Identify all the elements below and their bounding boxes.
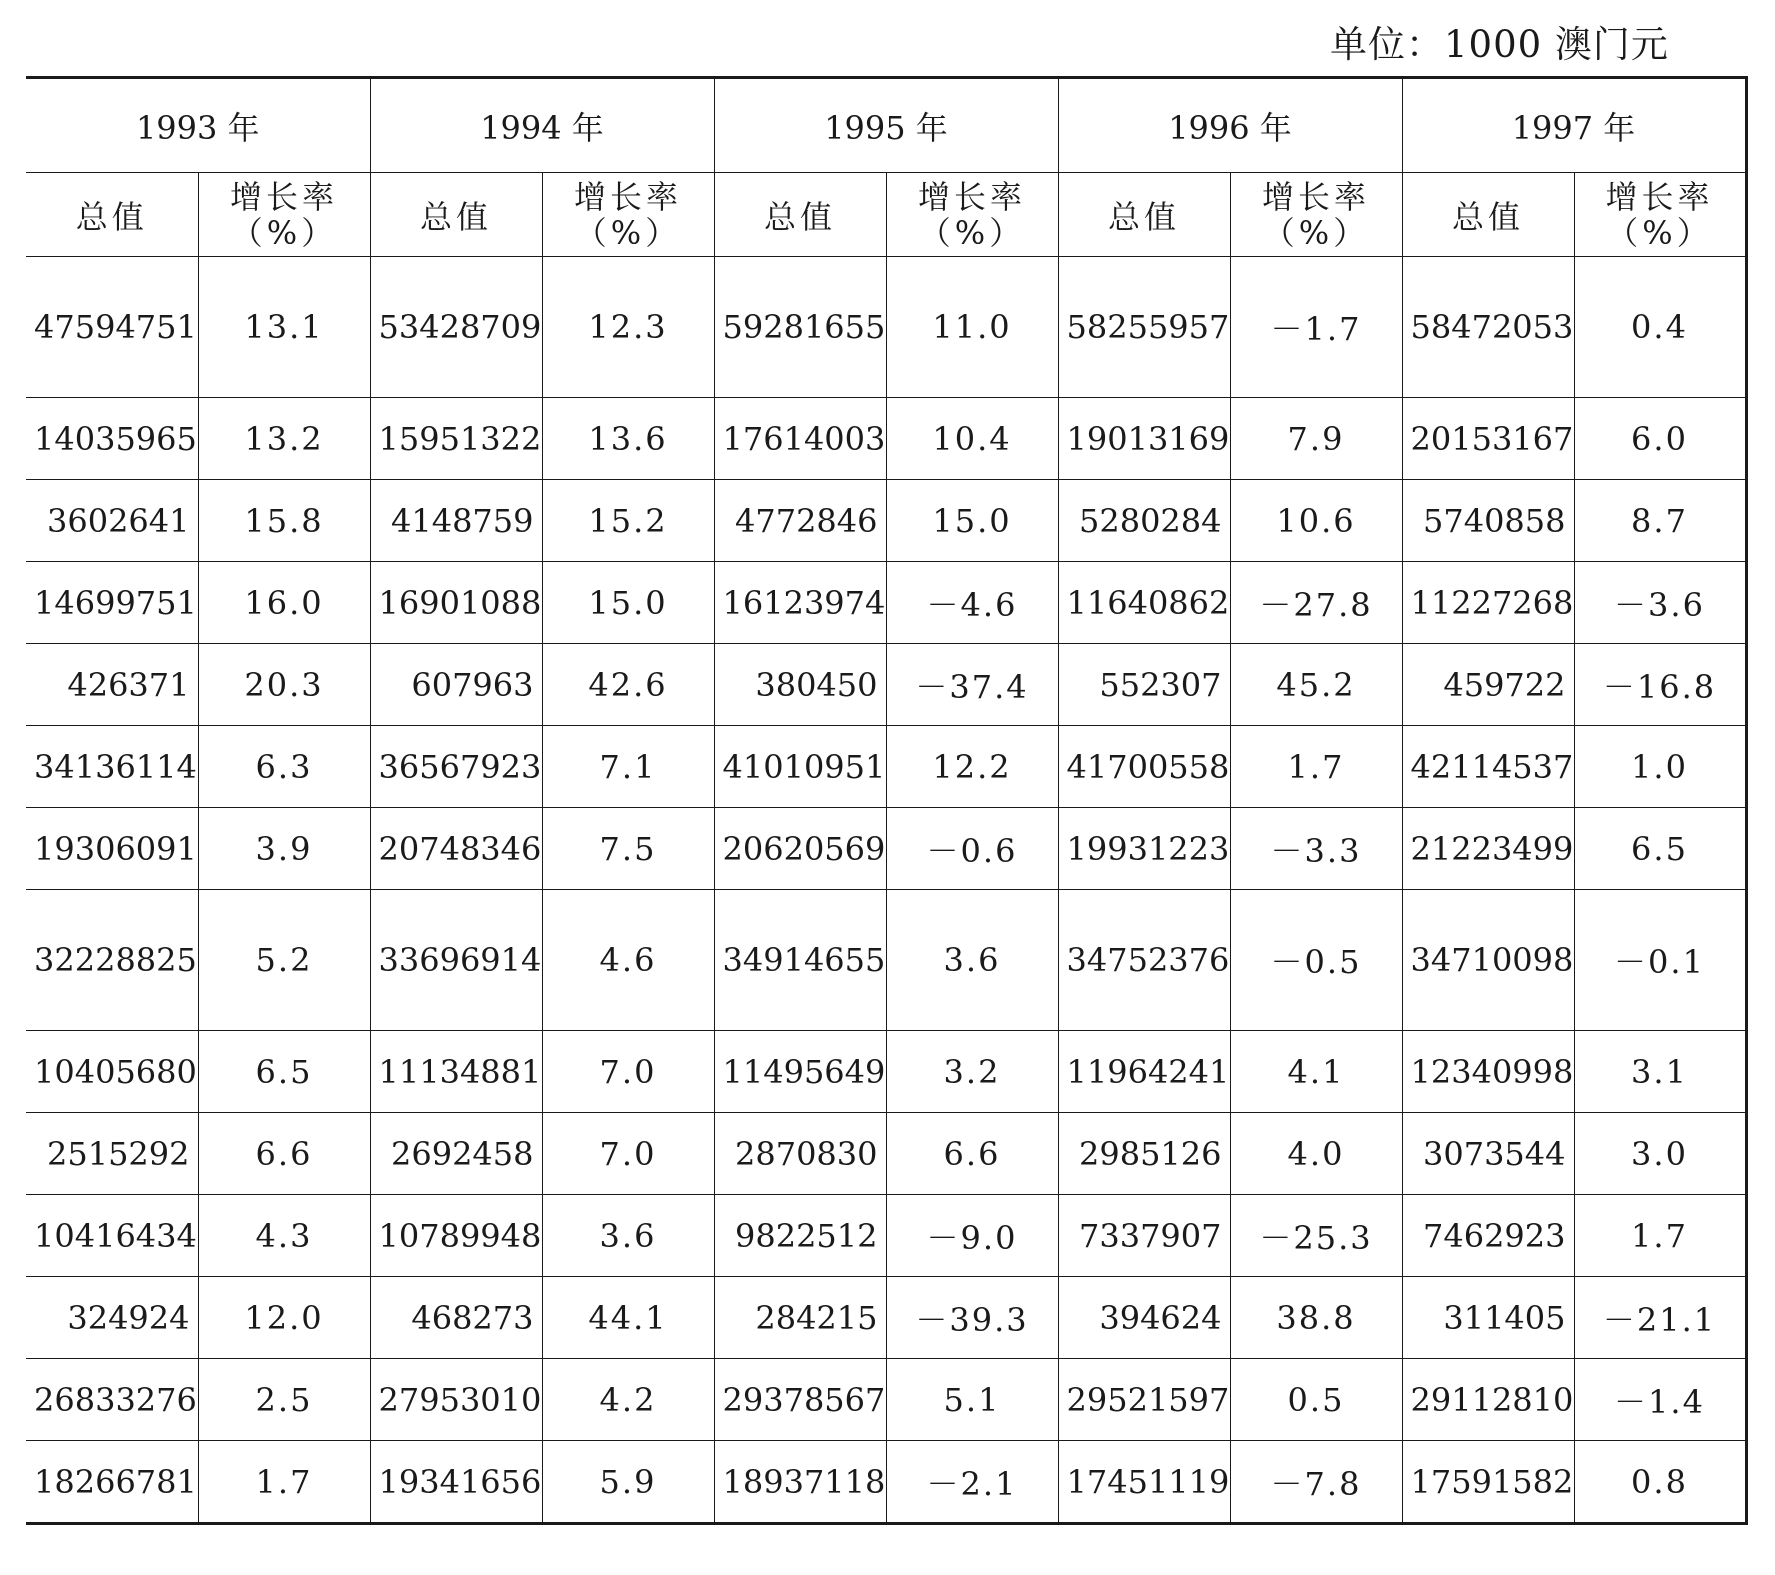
growth-rate-cell: 0.5 [1230, 1359, 1402, 1441]
growth-rate-cell: 3.6 [886, 890, 1058, 1031]
total-value-cell: 19306091 [26, 808, 198, 890]
growth-rate-cell: 10.6 [1230, 480, 1402, 562]
growth-rate-cell: 3.1 [1574, 1031, 1746, 1113]
table-row [26, 644, 1746, 726]
total-value-cell: 20620569 [714, 808, 886, 890]
growth-rate-cell: 13.2 [198, 398, 370, 480]
total-value-cell: 3602641 [26, 480, 198, 562]
total-value-cell: 20153167 [1402, 398, 1574, 480]
table-row [26, 1031, 1746, 1113]
growth-rate-cell: 4.1 [1230, 1031, 1402, 1113]
growth-rate-cell: －9.0 [886, 1195, 1058, 1277]
total-value-cell: 34136114 [26, 726, 198, 808]
growth-rate-cell: 7.5 [542, 808, 714, 890]
table-row [26, 480, 1746, 562]
growth-rate-header: 增长率 （%） [198, 173, 370, 257]
total-value-cell: 552307 [1058, 644, 1230, 726]
total-value-cell: 11964241 [1058, 1031, 1230, 1113]
growth-rate-cell: 20.3 [198, 644, 370, 726]
total-value-cell: 27953010 [370, 1359, 542, 1441]
total-value-cell: 17451119 [1058, 1441, 1230, 1524]
total-value-cell: 20748346 [370, 808, 542, 890]
total-value-cell: 7337907 [1058, 1195, 1230, 1277]
growth-rate-cell: 6.5 [198, 1031, 370, 1113]
growth-rate-header: 增长率 （%） [1230, 173, 1402, 257]
growth-rate-cell: －2.1 [886, 1441, 1058, 1524]
growth-rate-cell: 6.6 [886, 1113, 1058, 1195]
year-header: 1994 年 [370, 78, 714, 173]
year-header: 1996 年 [1058, 78, 1402, 173]
total-value-cell: 2692458 [370, 1113, 542, 1195]
growth-rate-cell: －21.1 [1574, 1277, 1746, 1359]
growth-rate-cell: 10.4 [886, 398, 1058, 480]
total-value-cell: 7462923 [1402, 1195, 1574, 1277]
total-value-cell: 324924 [26, 1277, 198, 1359]
total-value-cell: 380450 [714, 644, 886, 726]
total-value-cell: 18937118 [714, 1441, 886, 1524]
table-row [26, 1277, 1746, 1359]
growth-rate-header: 增长率 （%） [886, 173, 1058, 257]
growth-rate-cell: －3.6 [1574, 562, 1746, 644]
total-value-cell: 459722 [1402, 644, 1574, 726]
growth-rate-cell: 1.7 [198, 1441, 370, 1524]
total-header: 总值 [714, 173, 886, 257]
growth-rate-cell: 38.8 [1230, 1277, 1402, 1359]
total-header: 总值 [370, 173, 542, 257]
growth-rate-cell: 1.0 [1574, 726, 1746, 808]
growth-rate-cell: 16.0 [198, 562, 370, 644]
total-value-cell: 3073544 [1402, 1113, 1574, 1195]
table-body [26, 257, 1746, 1524]
growth-rate-cell: 1.7 [1574, 1195, 1746, 1277]
total-value-cell: 29521597 [1058, 1359, 1230, 1441]
year-header: 1995 年 [714, 78, 1058, 173]
total-header: 总值 [26, 173, 198, 257]
total-header: 总值 [1058, 173, 1230, 257]
growth-rate-cell: 45.2 [1230, 644, 1402, 726]
total-value-cell: 58472053 [1402, 257, 1574, 398]
subheader-row [26, 173, 1746, 257]
growth-rate-cell: －16.8 [1574, 644, 1746, 726]
total-value-cell: 10789948 [370, 1195, 542, 1277]
total-value-cell: 14035965 [26, 398, 198, 480]
total-value-cell: 19341656 [370, 1441, 542, 1524]
total-value-cell: 19013169 [1058, 398, 1230, 480]
total-value-cell: 426371 [26, 644, 198, 726]
total-value-cell: 17591582 [1402, 1441, 1574, 1524]
growth-rate-cell: 44.1 [542, 1277, 714, 1359]
growth-rate-cell: －4.6 [886, 562, 1058, 644]
total-value-cell: 11227268 [1402, 562, 1574, 644]
growth-rate-cell: －3.3 [1230, 808, 1402, 890]
total-value-cell: 5280284 [1058, 480, 1230, 562]
growth-rate-cell: 8.7 [1574, 480, 1746, 562]
year-header: 1997 年 [1402, 78, 1746, 173]
growth-rate-cell: 0.8 [1574, 1441, 1746, 1524]
growth-rate-cell: －0.5 [1230, 890, 1402, 1031]
total-value-cell: 11495649 [714, 1031, 886, 1113]
total-value-cell: 311405 [1402, 1277, 1574, 1359]
growth-rate-cell: －0.1 [1574, 890, 1746, 1031]
year-header-row [26, 78, 1746, 173]
growth-rate-cell: 1.7 [1230, 726, 1402, 808]
total-value-cell: 284215 [714, 1277, 886, 1359]
total-value-cell: 11640862 [1058, 562, 1230, 644]
total-value-cell: 21223499 [1402, 808, 1574, 890]
growth-rate-cell: 7.0 [542, 1113, 714, 1195]
growth-rate-cell: 3.6 [542, 1195, 714, 1277]
growth-rate-cell: 3.9 [198, 808, 370, 890]
total-value-cell: 41010951 [714, 726, 886, 808]
total-value-cell: 41700558 [1058, 726, 1230, 808]
growth-rate-cell: 13.6 [542, 398, 714, 480]
growth-rate-cell: －25.3 [1230, 1195, 1402, 1277]
growth-rate-cell: －39.3 [886, 1277, 1058, 1359]
growth-rate-cell: 12.0 [198, 1277, 370, 1359]
growth-rate-cell: 7.9 [1230, 398, 1402, 480]
growth-rate-cell: 5.2 [198, 890, 370, 1031]
table-row [26, 562, 1746, 644]
growth-rate-cell: 15.2 [542, 480, 714, 562]
total-value-cell: 10405680 [26, 1031, 198, 1113]
growth-rate-cell: －0.6 [886, 808, 1058, 890]
total-value-cell: 10416434 [26, 1195, 198, 1277]
growth-rate-cell: －37.4 [886, 644, 1058, 726]
growth-rate-cell: 5.1 [886, 1359, 1058, 1441]
growth-rate-cell: 6.0 [1574, 398, 1746, 480]
table-row [26, 726, 1746, 808]
total-value-cell: 11134881 [370, 1031, 542, 1113]
total-value-cell: 53428709 [370, 257, 542, 398]
growth-rate-cell: 0.4 [1574, 257, 1746, 398]
growth-rate-cell: －27.8 [1230, 562, 1402, 644]
growth-rate-cell: 5.9 [542, 1441, 714, 1524]
table-row [26, 1195, 1746, 1277]
total-value-cell: 34752376 [1058, 890, 1230, 1031]
growth-rate-cell: 4.0 [1230, 1113, 1402, 1195]
total-value-cell: 12340998 [1402, 1031, 1574, 1113]
table-row [26, 257, 1746, 398]
total-value-cell: 19931223 [1058, 808, 1230, 890]
growth-rate-cell: －7.8 [1230, 1441, 1402, 1524]
total-value-cell: 394624 [1058, 1277, 1230, 1359]
total-value-cell: 16901088 [370, 562, 542, 644]
growth-rate-cell: －1.7 [1230, 257, 1402, 398]
table-row [26, 808, 1746, 890]
total-value-cell: 58255957 [1058, 257, 1230, 398]
table-row [26, 1113, 1746, 1195]
total-value-cell: 29378567 [714, 1359, 886, 1441]
total-value-cell: 14699751 [26, 562, 198, 644]
statistics-table [26, 76, 1748, 1525]
growth-rate-cell: 6.5 [1574, 808, 1746, 890]
growth-rate-cell: 7.0 [542, 1031, 714, 1113]
growth-rate-cell: 2.5 [198, 1359, 370, 1441]
table-row [26, 1359, 1746, 1441]
total-value-cell: 33696914 [370, 890, 542, 1031]
growth-rate-cell: 42.6 [542, 644, 714, 726]
total-value-cell: 18266781 [26, 1441, 198, 1524]
growth-rate-cell: 11.0 [886, 257, 1058, 398]
total-value-cell: 34914655 [714, 890, 886, 1031]
year-header: 1993 年 [26, 78, 370, 173]
total-value-cell: 468273 [370, 1277, 542, 1359]
total-value-cell: 16123974 [714, 562, 886, 644]
total-value-cell: 4148759 [370, 480, 542, 562]
growth-rate-cell: 7.1 [542, 726, 714, 808]
table-row [26, 890, 1746, 1031]
total-value-cell: 32228825 [26, 890, 198, 1031]
growth-rate-cell: 6.6 [198, 1113, 370, 1195]
total-value-cell: 4772846 [714, 480, 886, 562]
growth-rate-cell: 4.3 [198, 1195, 370, 1277]
total-value-cell: 9822512 [714, 1195, 886, 1277]
total-value-cell: 2515292 [26, 1113, 198, 1195]
total-value-cell: 26833276 [26, 1359, 198, 1441]
table-row [26, 398, 1746, 480]
growth-rate-cell: 4.6 [542, 890, 714, 1031]
total-value-cell: 15951322 [370, 398, 542, 480]
total-value-cell: 34710098 [1402, 890, 1574, 1031]
growth-rate-cell: 3.2 [886, 1031, 1058, 1113]
total-header: 总值 [1402, 173, 1574, 257]
total-value-cell: 29112810 [1402, 1359, 1574, 1441]
total-value-cell: 59281655 [714, 257, 886, 398]
total-value-cell: 607963 [370, 644, 542, 726]
growth-rate-cell: 12.3 [542, 257, 714, 398]
growth-rate-cell: 6.3 [198, 726, 370, 808]
growth-rate-header: 增长率 （%） [542, 173, 714, 257]
growth-rate-cell: 15.8 [198, 480, 370, 562]
total-value-cell: 2985126 [1058, 1113, 1230, 1195]
total-value-cell: 5740858 [1402, 480, 1574, 562]
table-row [26, 1441, 1746, 1524]
unit-label: 单位：1000 澳门元 [1330, 23, 1669, 66]
growth-rate-cell: 15.0 [886, 480, 1058, 562]
total-value-cell: 17614003 [714, 398, 886, 480]
growth-rate-cell: 12.2 [886, 726, 1058, 808]
total-value-cell: 2870830 [714, 1113, 886, 1195]
growth-rate-cell: 13.1 [198, 257, 370, 398]
total-value-cell: 47594751 [26, 257, 198, 398]
growth-rate-header: 增长率 （%） [1574, 173, 1746, 257]
total-value-cell: 42114537 [1402, 726, 1574, 808]
growth-rate-cell: 15.0 [542, 562, 714, 644]
growth-rate-cell: 4.2 [542, 1359, 714, 1441]
growth-rate-cell: 3.0 [1574, 1113, 1746, 1195]
total-value-cell: 36567923 [370, 726, 542, 808]
growth-rate-cell: －1.4 [1574, 1359, 1746, 1441]
